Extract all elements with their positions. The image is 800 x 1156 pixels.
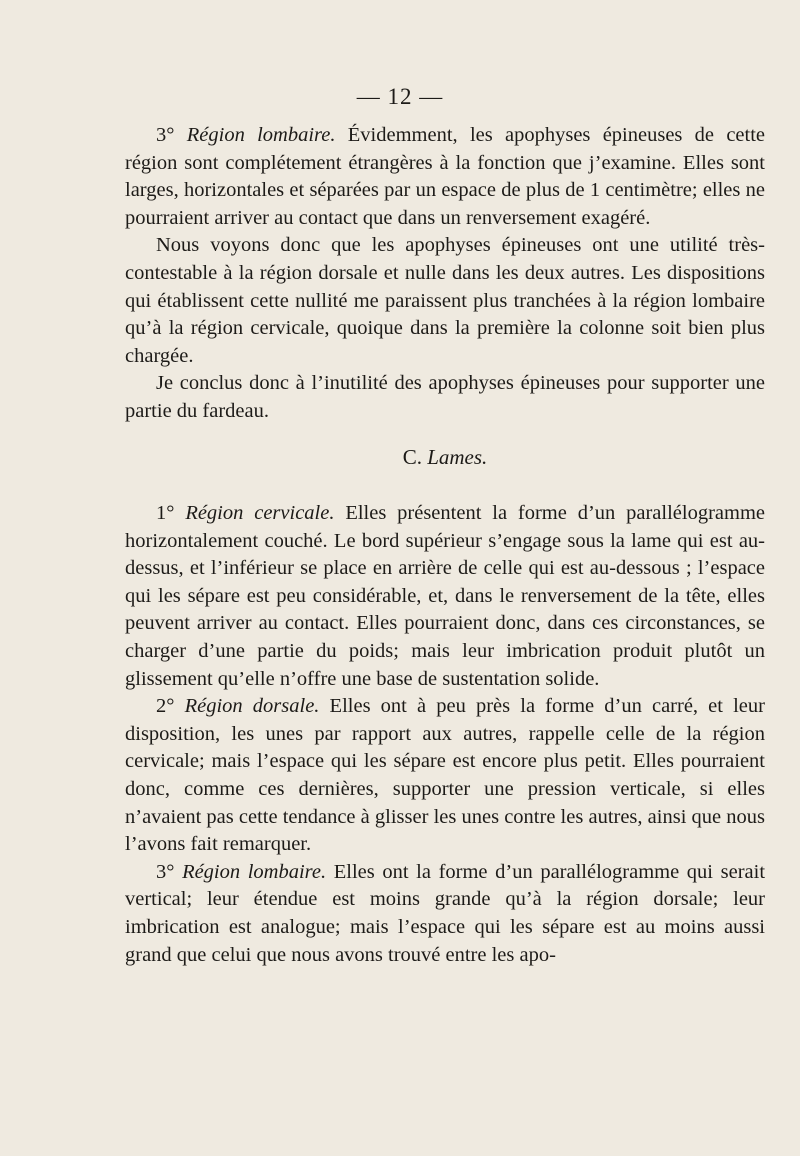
region-label: Région cervicale. (185, 502, 335, 524)
item-number: 2° (156, 695, 185, 718)
region-label: Région lombaire. (186, 124, 336, 146)
text-block-top (125, 122, 765, 426)
region-label: Région dorsale. (184, 695, 320, 718)
paragraph (125, 693, 765, 859)
paragraph-text: Elles ont la forme d’un parallélogramme qui serait vertical; leur étendue est moins grande qu’à la région dorsale; leur imbrication est analogue; mais l’espace qui les sépare est au moins aussi grand que celui que nous avons trouvé entre les apo- (125, 860, 766, 966)
paragraph-text: Elles ont à peu près la forme d’un carré, et leur disposition, les unes par rapport aux autres, rappelle celle de la région cervicale; mais l’espace qui les sépare est encore plus petit. Elles pourraient donc, comme ces dernières, supporter une pression verticale, si elles n’avaient pas cette tendance à glisser les unes contre les autres, ainsi que nous l’avons fait remarquer. (125, 695, 765, 856)
item-number: 1° (156, 502, 186, 524)
paragraph (125, 370, 765, 425)
region-label: Région lombaire. (182, 860, 327, 883)
paragraph (125, 500, 765, 693)
paragraph-text: Je conclus donc à l’inutilité des apophyses épineuses pour supporter une partie du fardeau. (125, 372, 765, 422)
text-block-bottom (125, 500, 765, 969)
item-number: 3° (156, 860, 183, 883)
item-number: 3° (156, 124, 187, 146)
page-number: — 12 — (356, 84, 444, 109)
section-letter: C. (402, 445, 422, 469)
paragraph (125, 122, 765, 232)
paragraph (125, 859, 765, 969)
section-title: Lames. (427, 445, 488, 469)
section-heading (0, 445, 800, 470)
paragraph-text: Elles présentent la forme d’un parallélogramme horizontalement couché. Le bord supérieur s’engage sous la lame qui est au-dessus, et l’inférieur se place en arrière de celle qui est au-dessous ; l’espace qui les sépare est peu considérable, et, dans le renversement de la tête, elles peuvent arriver au contact. Elles pourraient donc, dans ces circonstances, se charger d’une partie du poids; mais leur imbrication produit plutôt un glissement qu’elle n’offre une base de sustentation solide. (125, 502, 765, 690)
paragraph (125, 232, 765, 370)
paragraph-text: Évidemment, les apophyses épineuses de cette région sont complétement étrangères à la fonction que j’examine. Elles sont larges, horizontales et séparées par un espace de plus de 1 centimètre; elles ne pourraient arriver au contact que dans un renversement exagéré. (125, 124, 766, 229)
paragraph-text: Nous voyons donc que les apophyses épineuses ont une utilité très-contestable à la région dorsale et nulle dans les deux autres. Les dispositions qui établissent cette nullité me paraissent plus tranchées à la région lombaire qu’à la région cervicale, quoique dans la première la colonne soit bien plus chargée. (125, 234, 765, 367)
